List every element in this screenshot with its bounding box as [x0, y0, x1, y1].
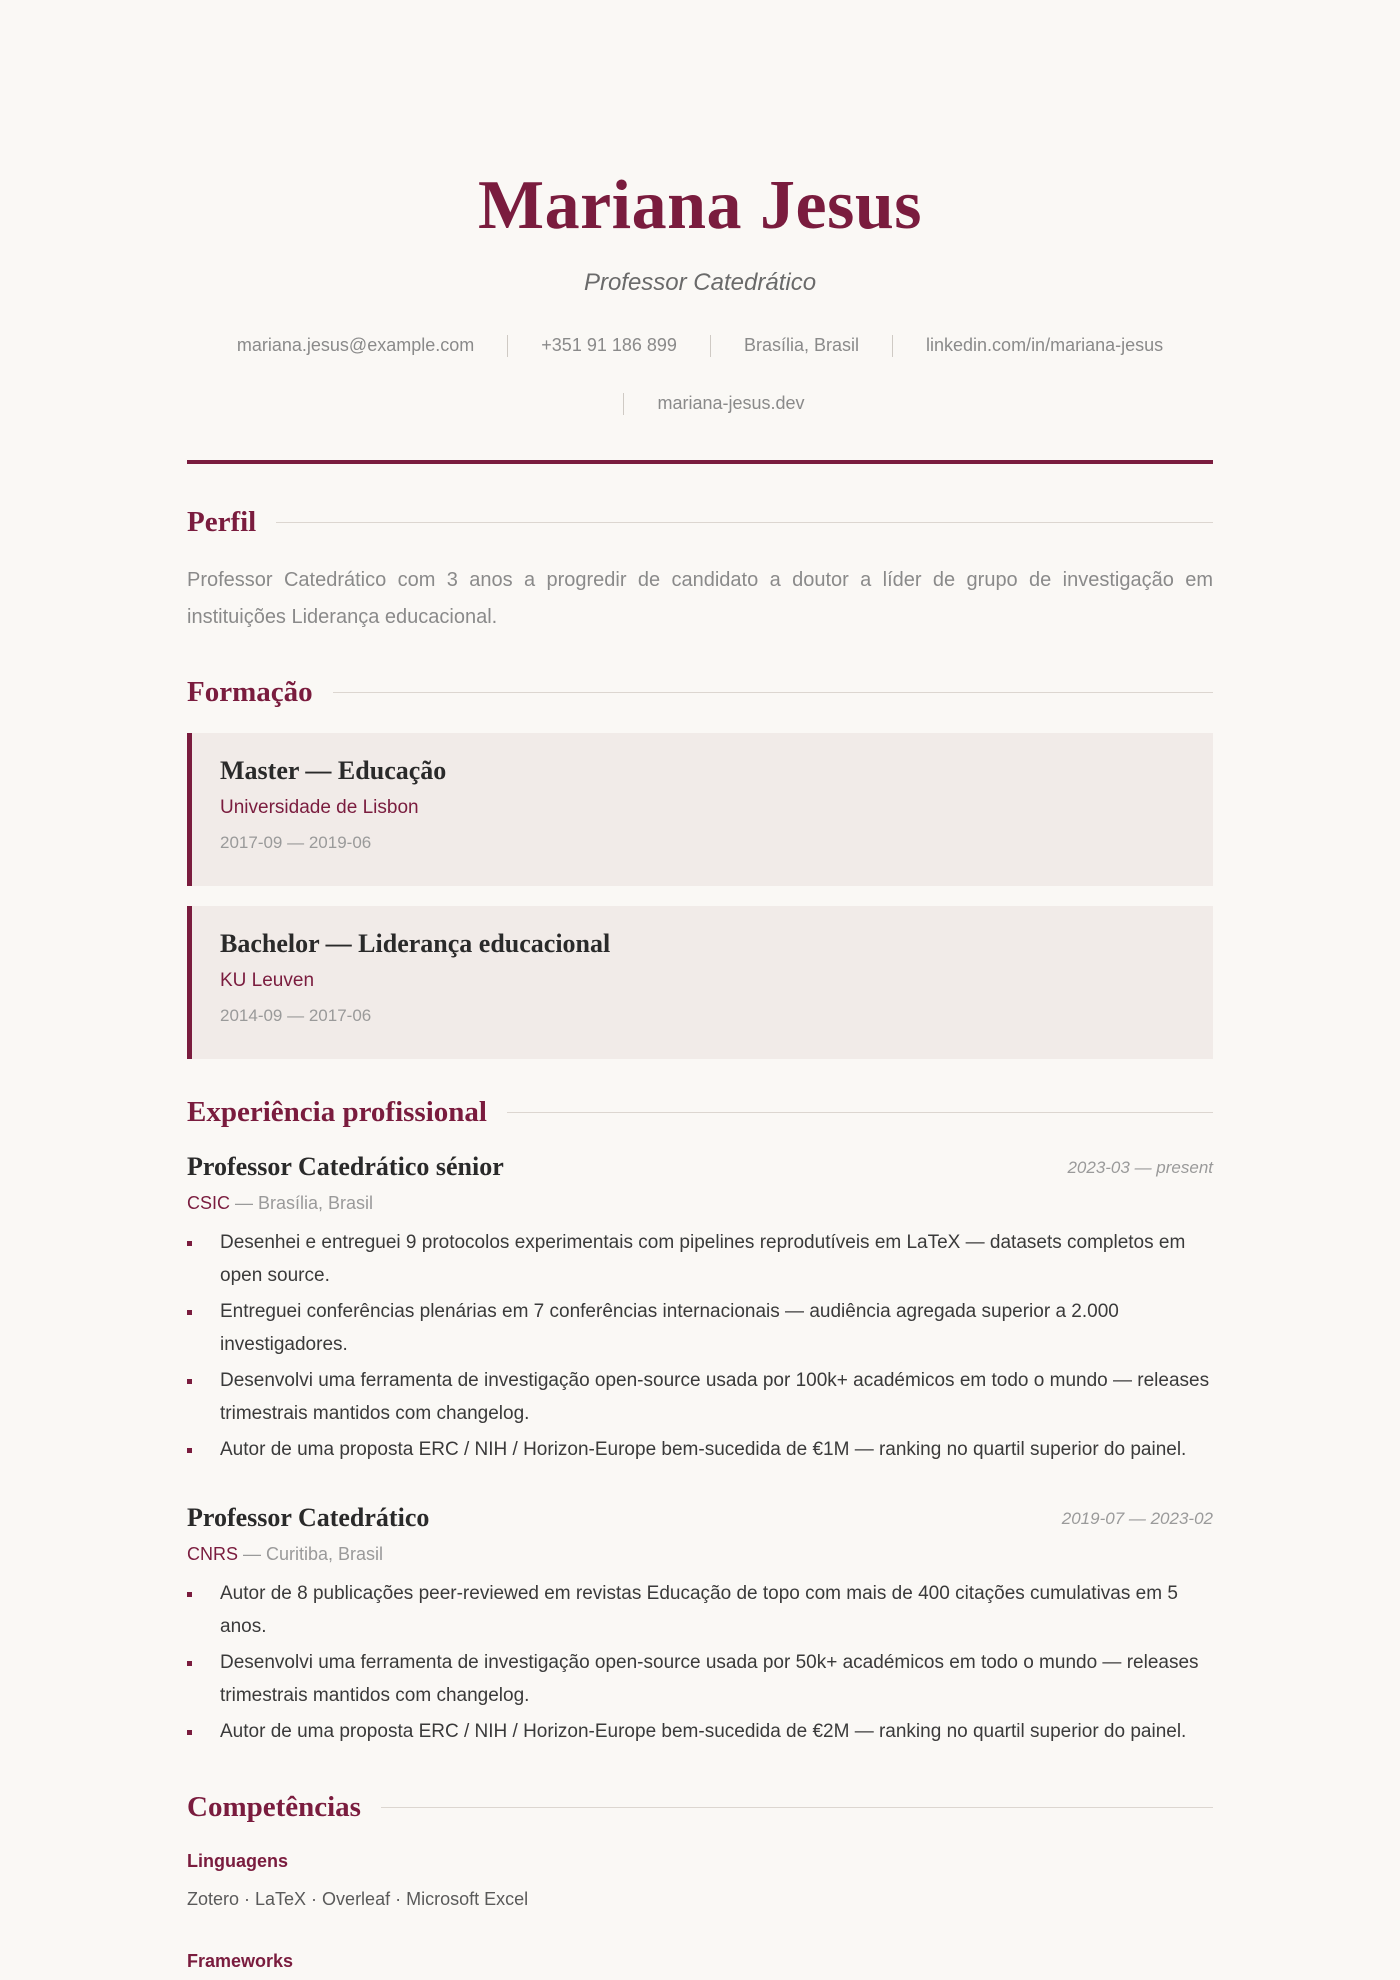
- header-divider: [187, 460, 1213, 464]
- education-card: [187, 733, 1213, 886]
- contact-phone[interactable]: +351 91 186 899: [541, 335, 677, 355]
- job-header: [187, 1148, 1213, 1186]
- job-bullet: Autor de uma proposta ERC / NIH / Horizon-Europe bem-sucedida de €1M — ranking no quartil superior do painel.: [187, 1433, 1213, 1466]
- education-degree: Bachelor — Liderança educacional: [220, 929, 611, 958]
- section-rule: [333, 692, 1213, 693]
- job-bullets: [187, 1226, 1213, 1466]
- candidate-title: Professor Catedrático: [583, 269, 817, 296]
- profile-summary: Professor Catedrático com 3 anos a progredir de candidato a doutor a líder de grupo de investigação em instituições Liderança educacional.: [187, 569, 1213, 628]
- education-dates: 2014-09 — 2017-06: [220, 1006, 372, 1025]
- contact-divider: [623, 393, 624, 415]
- contact-email[interactable]: mariana.jesus@example.com: [236, 335, 475, 355]
- contact-linkedin[interactable]: linkedin.com/in/mariana-jesus: [926, 335, 1164, 355]
- section-heading: Competências: [187, 1790, 361, 1823]
- contact-divider: [710, 335, 711, 357]
- skill-group-label: Linguagens: [187, 1851, 289, 1871]
- job-org-name: CNRS: [187, 1544, 239, 1564]
- job-dates: 2023-03 — present: [1067, 1158, 1213, 1177]
- job-entry: [187, 1148, 1213, 1469]
- job-org-name: CSIC: [187, 1193, 231, 1213]
- contact-location: Brasília, Brasil: [743, 335, 859, 355]
- education-school: Universidade de Lisbon: [220, 797, 419, 818]
- job-bullet: Desenvolvi uma ferramenta de investigação open-source usada por 100k+ académicos em todo o mundo — releases trimestrais mantidos com changelog.: [187, 1364, 1213, 1430]
- job-location: — Curitiba, Brasil: [238, 1544, 384, 1564]
- section-heading: Formação: [187, 675, 313, 708]
- job-bullet: Autor de 8 publicações peer-reviewed em revistas Educação de topo com mais de 400 citações cumulativas em 5 anos.: [187, 1577, 1213, 1643]
- contact-divider: [507, 335, 508, 357]
- candidate-name: Mariana Jesus: [478, 167, 922, 244]
- section-education: [187, 672, 1213, 712]
- education-card: [187, 906, 1213, 1059]
- job-entry: [187, 1499, 1213, 1751]
- section-skills: [187, 1787, 1213, 1827]
- section-experience: [187, 1092, 1213, 1132]
- job-header: [187, 1499, 1213, 1537]
- job-bullet: Desenhei e entreguei 9 protocolos experimentais com pipelines reprodutíveis em LaTeX — datasets completos em open source.: [187, 1226, 1213, 1292]
- section-heading: Experiência profissional: [187, 1095, 487, 1128]
- section-rule: [381, 1807, 1213, 1808]
- job-bullet: Desenvolvi uma ferramenta de investigação open-source usada por 50k+ académicos em todo o mundo — releases trimestrais mantidos com changelog.: [187, 1646, 1213, 1712]
- education-school: KU Leuven: [220, 970, 315, 991]
- section-heading: Perfil: [187, 505, 257, 538]
- contact-row-2: [187, 388, 1213, 418]
- job-dates: 2019-07 — 2023-02: [1061, 1509, 1213, 1528]
- job-organization: [187, 1537, 1213, 1571]
- skill-group-items: Zotero · LaTeX · Overleaf · Microsoft Excel: [187, 1889, 529, 1909]
- section-rule: [276, 522, 1213, 523]
- education-degree: Master — Educação: [220, 756, 447, 785]
- section-profile: [187, 502, 1213, 542]
- job-organization: [187, 1186, 1213, 1220]
- job-bullet: Autor de uma proposta ERC / NIH / Horizon-Europe bem-sucedida de €2M — ranking no quartil superior do painel.: [187, 1715, 1213, 1748]
- section-rule: [507, 1112, 1213, 1113]
- job-bullets: [187, 1577, 1213, 1748]
- contact-website[interactable]: mariana-jesus.dev: [657, 393, 805, 413]
- education-dates: 2017-09 — 2019-06: [220, 833, 372, 852]
- job-location: — Brasília, Brasil: [230, 1193, 374, 1213]
- skill-group-label: Frameworks: [187, 1951, 294, 1971]
- job-title: Professor Catedrático sénior: [187, 1152, 504, 1181]
- job-bullet: Entreguei conferências plenárias em 7 conferências internacionais — audiência agregada superior a 2.000 investigadores.: [187, 1295, 1213, 1361]
- job-title: Professor Catedrático: [187, 1503, 430, 1532]
- contact-divider: [892, 335, 893, 357]
- contact-bar: [187, 330, 1213, 413]
